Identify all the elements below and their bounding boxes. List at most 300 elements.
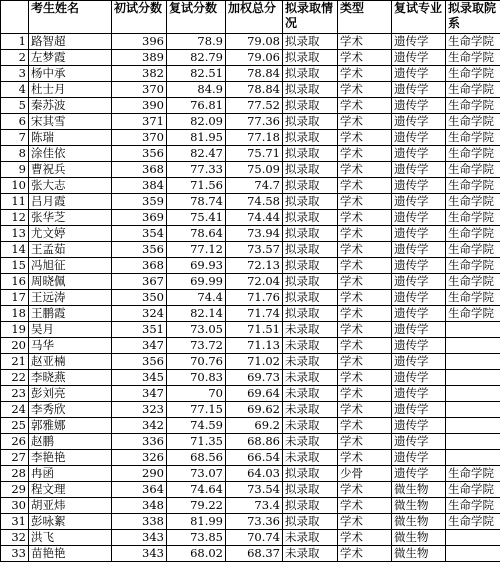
table-row bbox=[1, 242, 500, 258]
student-name-cell: 张大志 bbox=[29, 178, 112, 194]
initial-score-cell: 368 bbox=[112, 162, 167, 178]
retest-major-cell: 遗传学 bbox=[392, 34, 446, 50]
table-row bbox=[1, 514, 500, 530]
retest-major-cell: 遗传学 bbox=[392, 242, 446, 258]
table-row bbox=[1, 210, 500, 226]
student-name-cell: 王远涛 bbox=[29, 290, 112, 306]
initial-score-cell: 343 bbox=[112, 546, 167, 562]
type-cell: 学术 bbox=[338, 482, 392, 498]
admission-status-cell: 拟录取 bbox=[283, 242, 338, 258]
weighted-total-cell: 71.02 bbox=[226, 354, 283, 370]
type-cell: 学术 bbox=[338, 338, 392, 354]
admission-status-cell: 未录取 bbox=[283, 386, 338, 402]
type-cell: 学术 bbox=[338, 258, 392, 274]
type-cell: 学术 bbox=[338, 514, 392, 530]
retest-major-cell: 遗传学 bbox=[392, 82, 446, 98]
admission-status-cell: 拟录取 bbox=[283, 82, 338, 98]
initial-score-cell: 382 bbox=[112, 66, 167, 82]
type-cell: 学术 bbox=[338, 66, 392, 82]
weighted-total-cell: 71.74 bbox=[226, 306, 283, 322]
table-row bbox=[1, 498, 500, 514]
retest-score-cell: 77.12 bbox=[167, 242, 226, 258]
table-row bbox=[1, 482, 500, 498]
row-index-cell: 9 bbox=[1, 162, 29, 178]
department-cell: 生命学院 bbox=[446, 50, 500, 66]
department-cell bbox=[446, 402, 500, 418]
initial-score-cell: 356 bbox=[112, 242, 167, 258]
header-name: 考生姓名 bbox=[29, 1, 112, 34]
retest-score-cell: 78.9 bbox=[167, 34, 226, 50]
retest-major-cell: 遗传学 bbox=[392, 130, 446, 146]
department-cell: 生命学院 bbox=[446, 98, 500, 114]
student-name-cell: 涂佳依 bbox=[29, 146, 112, 162]
weighted-total-cell: 73.36 bbox=[226, 514, 283, 530]
student-name-cell: 赵鹏 bbox=[29, 434, 112, 450]
initial-score-cell: 342 bbox=[112, 418, 167, 434]
header-retest-score: 复试分数 bbox=[167, 1, 226, 34]
retest-major-cell: 遗传学 bbox=[392, 66, 446, 82]
row-index-cell: 4 bbox=[1, 82, 29, 98]
department-cell: 生命学院 bbox=[446, 178, 500, 194]
admission-status-cell: 拟录取 bbox=[283, 258, 338, 274]
student-name-cell: 张华芝 bbox=[29, 210, 112, 226]
retest-score-cell: 77.15 bbox=[167, 402, 226, 418]
weighted-total-cell: 69.2 bbox=[226, 418, 283, 434]
table-row bbox=[1, 466, 500, 482]
weighted-total-cell: 77.36 bbox=[226, 114, 283, 130]
row-index-cell: 22 bbox=[1, 370, 29, 386]
student-name-cell: 程文理 bbox=[29, 482, 112, 498]
student-name-cell: 杨中承 bbox=[29, 66, 112, 82]
student-name-cell: 秦苏波 bbox=[29, 98, 112, 114]
type-cell: 学术 bbox=[338, 82, 392, 98]
retest-major-cell: 遗传学 bbox=[392, 402, 446, 418]
department-cell bbox=[446, 370, 500, 386]
type-cell: 学术 bbox=[338, 226, 392, 242]
retest-score-cell: 81.99 bbox=[167, 514, 226, 530]
department-cell: 生命学院 bbox=[446, 162, 500, 178]
retest-major-cell: 遗传学 bbox=[392, 274, 446, 290]
row-index-cell: 11 bbox=[1, 194, 29, 210]
student-name-cell: 洪飞 bbox=[29, 530, 112, 546]
weighted-total-cell: 77.18 bbox=[226, 130, 283, 146]
weighted-total-cell: 69.73 bbox=[226, 370, 283, 386]
retest-major-cell: 遗传学 bbox=[392, 146, 446, 162]
retest-major-cell: 遗传学 bbox=[392, 194, 446, 210]
retest-score-cell: 82.79 bbox=[167, 50, 226, 66]
student-name-cell: 杜士月 bbox=[29, 82, 112, 98]
retest-score-cell: 73.05 bbox=[167, 322, 226, 338]
type-cell: 学术 bbox=[338, 162, 392, 178]
admission-status-cell: 未录取 bbox=[283, 354, 338, 370]
initial-score-cell: 389 bbox=[112, 50, 167, 66]
department-cell: 生命学院 bbox=[446, 194, 500, 210]
retest-score-cell: 81.95 bbox=[167, 130, 226, 146]
header-weighted-total: 加权总分 bbox=[226, 1, 283, 34]
row-index-cell: 18 bbox=[1, 306, 29, 322]
student-name-cell: 王鹏霞 bbox=[29, 306, 112, 322]
initial-score-cell: 323 bbox=[112, 402, 167, 418]
student-name-cell: 曹祝兵 bbox=[29, 162, 112, 178]
student-name-cell: 胡亚炜 bbox=[29, 498, 112, 514]
row-index-cell: 12 bbox=[1, 210, 29, 226]
initial-score-cell: 359 bbox=[112, 194, 167, 210]
row-index-cell: 1 bbox=[1, 34, 29, 50]
weighted-total-cell: 69.64 bbox=[226, 386, 283, 402]
retest-major-cell: 遗传学 bbox=[392, 386, 446, 402]
row-index-cell: 8 bbox=[1, 146, 29, 162]
retest-major-cell: 遗传学 bbox=[392, 466, 446, 482]
retest-score-cell: 70 bbox=[167, 386, 226, 402]
initial-score-cell: 356 bbox=[112, 146, 167, 162]
table-row bbox=[1, 306, 500, 322]
weighted-total-cell: 74.58 bbox=[226, 194, 283, 210]
admission-status-cell: 拟录取 bbox=[283, 162, 338, 178]
retest-major-cell: 遗传学 bbox=[392, 338, 446, 354]
retest-major-cell: 微生物 bbox=[392, 546, 446, 562]
row-index-cell: 32 bbox=[1, 530, 29, 546]
admission-status-cell: 拟录取 bbox=[283, 146, 338, 162]
row-index-cell: 14 bbox=[1, 242, 29, 258]
student-name-cell: 苗艳艳 bbox=[29, 546, 112, 562]
row-index-cell: 29 bbox=[1, 482, 29, 498]
admission-status-cell: 未录取 bbox=[283, 546, 338, 562]
retest-score-cell: 82.51 bbox=[167, 66, 226, 82]
type-cell: 学术 bbox=[338, 34, 392, 50]
retest-score-cell: 74.59 bbox=[167, 418, 226, 434]
retest-major-cell: 遗传学 bbox=[392, 226, 446, 242]
department-cell: 生命学院 bbox=[446, 130, 500, 146]
department-cell bbox=[446, 386, 500, 402]
row-index-cell: 30 bbox=[1, 498, 29, 514]
admission-status-cell: 拟录取 bbox=[283, 50, 338, 66]
type-cell: 学术 bbox=[338, 210, 392, 226]
department-cell bbox=[446, 418, 500, 434]
retest-score-cell: 75.41 bbox=[167, 210, 226, 226]
table-row bbox=[1, 370, 500, 386]
type-cell: 学术 bbox=[338, 498, 392, 514]
retest-major-cell: 遗传学 bbox=[392, 50, 446, 66]
department-cell: 生命学院 bbox=[446, 274, 500, 290]
initial-score-cell: 345 bbox=[112, 370, 167, 386]
row-index-cell: 16 bbox=[1, 274, 29, 290]
initial-score-cell: 367 bbox=[112, 274, 167, 290]
initial-score-cell: 347 bbox=[112, 386, 167, 402]
table-row bbox=[1, 34, 500, 50]
table-row bbox=[1, 354, 500, 370]
admission-status-cell: 拟录取 bbox=[283, 210, 338, 226]
retest-score-cell: 69.93 bbox=[167, 258, 226, 274]
type-cell: 学术 bbox=[338, 146, 392, 162]
table-row bbox=[1, 546, 500, 562]
admission-status-cell: 拟录取 bbox=[283, 498, 338, 514]
department-cell: 生命学院 bbox=[446, 514, 500, 530]
department-cell: 生命学院 bbox=[446, 66, 500, 82]
retest-score-cell: 74.64 bbox=[167, 482, 226, 498]
admission-status-cell: 未录取 bbox=[283, 434, 338, 450]
weighted-total-cell: 71.13 bbox=[226, 338, 283, 354]
retest-score-cell: 70.83 bbox=[167, 370, 226, 386]
initial-score-cell: 338 bbox=[112, 514, 167, 530]
admission-status-cell: 未录取 bbox=[283, 530, 338, 546]
admission-status-cell: 拟录取 bbox=[283, 194, 338, 210]
admission-status-cell: 未录取 bbox=[283, 450, 338, 466]
weighted-total-cell: 79.08 bbox=[226, 34, 283, 50]
weighted-total-cell: 78.84 bbox=[226, 66, 283, 82]
department-cell: 生命学院 bbox=[446, 82, 500, 98]
department-cell: 生命学院 bbox=[446, 226, 500, 242]
initial-score-cell: 336 bbox=[112, 434, 167, 450]
admission-status-cell: 拟录取 bbox=[283, 514, 338, 530]
department-cell bbox=[446, 338, 500, 354]
department-cell: 生命学院 bbox=[446, 242, 500, 258]
retest-major-cell: 遗传学 bbox=[392, 258, 446, 274]
retest-score-cell: 84.9 bbox=[167, 82, 226, 98]
admission-status-cell: 拟录取 bbox=[283, 482, 338, 498]
initial-score-cell: 396 bbox=[112, 34, 167, 50]
admission-status-cell: 拟录取 bbox=[283, 34, 338, 50]
initial-score-cell: 324 bbox=[112, 306, 167, 322]
department-cell bbox=[446, 322, 500, 338]
type-cell: 学术 bbox=[338, 290, 392, 306]
retest-major-cell: 遗传学 bbox=[392, 370, 446, 386]
header-retest-major: 复试专业 bbox=[392, 1, 446, 34]
student-name-cell: 周晓佩 bbox=[29, 274, 112, 290]
header-type: 类型 bbox=[338, 1, 392, 34]
row-index-cell: 3 bbox=[1, 66, 29, 82]
retest-major-cell: 遗传学 bbox=[392, 178, 446, 194]
initial-score-cell: 384 bbox=[112, 178, 167, 194]
table-row bbox=[1, 114, 500, 130]
department-cell: 生命学院 bbox=[446, 498, 500, 514]
row-index-cell: 27 bbox=[1, 450, 29, 466]
student-name-cell: 冯旭征 bbox=[29, 258, 112, 274]
admission-status-cell: 拟录取 bbox=[283, 274, 338, 290]
admission-status-cell: 拟录取 bbox=[283, 466, 338, 482]
row-index-cell: 31 bbox=[1, 514, 29, 530]
weighted-total-cell: 73.4 bbox=[226, 498, 283, 514]
weighted-total-cell: 78.84 bbox=[226, 82, 283, 98]
admission-status-cell: 拟录取 bbox=[283, 226, 338, 242]
type-cell: 学术 bbox=[338, 242, 392, 258]
retest-score-cell: 76.81 bbox=[167, 98, 226, 114]
row-index-cell: 33 bbox=[1, 546, 29, 562]
retest-major-cell: 遗传学 bbox=[392, 210, 446, 226]
retest-score-cell: 78.74 bbox=[167, 194, 226, 210]
weighted-total-cell: 75.09 bbox=[226, 162, 283, 178]
row-index-cell: 15 bbox=[1, 258, 29, 274]
weighted-total-cell: 77.52 bbox=[226, 98, 283, 114]
retest-score-cell: 73.85 bbox=[167, 530, 226, 546]
type-cell: 学术 bbox=[338, 402, 392, 418]
initial-score-cell: 390 bbox=[112, 98, 167, 114]
initial-score-cell: 351 bbox=[112, 322, 167, 338]
admission-status-cell: 拟录取 bbox=[283, 66, 338, 82]
department-cell: 生命学院 bbox=[446, 258, 500, 274]
admission-status-cell: 未录取 bbox=[283, 402, 338, 418]
retest-major-cell: 遗传学 bbox=[392, 450, 446, 466]
retest-score-cell: 71.56 bbox=[167, 178, 226, 194]
department-cell: 生命学院 bbox=[446, 290, 500, 306]
retest-score-cell: 79.22 bbox=[167, 498, 226, 514]
weighted-total-cell: 73.54 bbox=[226, 482, 283, 498]
initial-score-cell: 356 bbox=[112, 354, 167, 370]
table-row bbox=[1, 402, 500, 418]
retest-score-cell: 68.56 bbox=[167, 450, 226, 466]
table-row bbox=[1, 386, 500, 402]
student-name-cell: 彭刘亮 bbox=[29, 386, 112, 402]
table-row bbox=[1, 530, 500, 546]
initial-score-cell: 348 bbox=[112, 498, 167, 514]
department-cell: 生命学院 bbox=[446, 34, 500, 50]
retest-score-cell: 82.14 bbox=[167, 306, 226, 322]
retest-score-cell: 73.72 bbox=[167, 338, 226, 354]
row-index-cell: 25 bbox=[1, 418, 29, 434]
table-row bbox=[1, 194, 500, 210]
row-index-cell: 6 bbox=[1, 114, 29, 130]
type-cell: 学术 bbox=[338, 274, 392, 290]
retest-score-cell: 82.09 bbox=[167, 114, 226, 130]
retest-score-cell: 71.35 bbox=[167, 434, 226, 450]
student-name-cell: 郭雅娜 bbox=[29, 418, 112, 434]
type-cell: 学术 bbox=[338, 530, 392, 546]
student-name-cell: 尤文婷 bbox=[29, 226, 112, 242]
header-admission-status: 拟录取情况 bbox=[283, 1, 338, 34]
row-index-cell: 28 bbox=[1, 466, 29, 482]
type-cell: 学术 bbox=[338, 370, 392, 386]
retest-major-cell: 遗传学 bbox=[392, 322, 446, 338]
weighted-total-cell: 74.7 bbox=[226, 178, 283, 194]
type-cell: 学术 bbox=[338, 306, 392, 322]
table-row bbox=[1, 338, 500, 354]
table-row bbox=[1, 450, 500, 466]
retest-major-cell: 遗传学 bbox=[392, 114, 446, 130]
retest-score-cell: 73.07 bbox=[167, 466, 226, 482]
initial-score-cell: 354 bbox=[112, 226, 167, 242]
initial-score-cell: 343 bbox=[112, 530, 167, 546]
type-cell: 学术 bbox=[338, 178, 392, 194]
weighted-total-cell: 73.57 bbox=[226, 242, 283, 258]
department-cell: 生命学院 bbox=[446, 210, 500, 226]
table-row bbox=[1, 322, 500, 338]
row-index-cell: 21 bbox=[1, 354, 29, 370]
header-department: 拟录取院系 bbox=[446, 1, 500, 34]
initial-score-cell: 326 bbox=[112, 450, 167, 466]
admission-status-cell: 未录取 bbox=[283, 418, 338, 434]
initial-score-cell: 368 bbox=[112, 258, 167, 274]
weighted-total-cell: 71.51 bbox=[226, 322, 283, 338]
table-row bbox=[1, 226, 500, 242]
type-cell: 学术 bbox=[338, 386, 392, 402]
initial-score-cell: 369 bbox=[112, 210, 167, 226]
row-index-cell: 24 bbox=[1, 402, 29, 418]
table-row bbox=[1, 434, 500, 450]
weighted-total-cell: 66.54 bbox=[226, 450, 283, 466]
table-row bbox=[1, 290, 500, 306]
table-row bbox=[1, 258, 500, 274]
table-row bbox=[1, 50, 500, 66]
initial-score-cell: 290 bbox=[112, 466, 167, 482]
weighted-total-cell: 75.71 bbox=[226, 146, 283, 162]
weighted-total-cell: 69.62 bbox=[226, 402, 283, 418]
retest-major-cell: 微生物 bbox=[392, 514, 446, 530]
retest-score-cell: 69.99 bbox=[167, 274, 226, 290]
table-row bbox=[1, 130, 500, 146]
student-name-cell: 陈瑞 bbox=[29, 130, 112, 146]
admission-status-cell: 拟录取 bbox=[283, 98, 338, 114]
department-cell: 生命学院 bbox=[446, 146, 500, 162]
table-row bbox=[1, 82, 500, 98]
row-index-cell: 13 bbox=[1, 226, 29, 242]
type-cell: 学术 bbox=[338, 50, 392, 66]
initial-score-cell: 370 bbox=[112, 130, 167, 146]
row-index-cell: 5 bbox=[1, 98, 29, 114]
department-cell: 生命学院 bbox=[446, 114, 500, 130]
retest-score-cell: 70.76 bbox=[167, 354, 226, 370]
weighted-total-cell: 79.06 bbox=[226, 50, 283, 66]
type-cell: 学术 bbox=[338, 322, 392, 338]
retest-score-cell: 82.47 bbox=[167, 146, 226, 162]
retest-major-cell: 遗传学 bbox=[392, 418, 446, 434]
type-cell: 学术 bbox=[338, 434, 392, 450]
retest-score-cell: 77.33 bbox=[167, 162, 226, 178]
row-index-cell: 23 bbox=[1, 386, 29, 402]
weighted-total-cell: 70.74 bbox=[226, 530, 283, 546]
header-row bbox=[1, 1, 500, 34]
table-row bbox=[1, 98, 500, 114]
admission-status-cell: 拟录取 bbox=[283, 114, 338, 130]
weighted-total-cell: 71.76 bbox=[226, 290, 283, 306]
weighted-total-cell: 64.03 bbox=[226, 466, 283, 482]
weighted-total-cell: 68.37 bbox=[226, 546, 283, 562]
student-name-cell: 赵亚楠 bbox=[29, 354, 112, 370]
table-row bbox=[1, 66, 500, 82]
table-row bbox=[1, 178, 500, 194]
row-index-cell: 10 bbox=[1, 178, 29, 194]
initial-score-cell: 371 bbox=[112, 114, 167, 130]
department-cell: 生命学院 bbox=[446, 466, 500, 482]
initial-score-cell: 350 bbox=[112, 290, 167, 306]
retest-major-cell: 遗传学 bbox=[392, 354, 446, 370]
weighted-total-cell: 73.94 bbox=[226, 226, 283, 242]
admission-status-cell: 拟录取 bbox=[283, 290, 338, 306]
department-cell bbox=[446, 546, 500, 562]
retest-major-cell: 微生物 bbox=[392, 498, 446, 514]
student-name-cell: 李秀欣 bbox=[29, 402, 112, 418]
type-cell: 学术 bbox=[338, 130, 392, 146]
type-cell: 学术 bbox=[338, 98, 392, 114]
retest-major-cell: 遗传学 bbox=[392, 306, 446, 322]
retest-major-cell: 遗传学 bbox=[392, 162, 446, 178]
type-cell: 学术 bbox=[338, 546, 392, 562]
admission-status-cell: 未录取 bbox=[283, 322, 338, 338]
department-cell bbox=[446, 530, 500, 546]
retest-major-cell: 微生物 bbox=[392, 530, 446, 546]
student-name-cell: 吕月霞 bbox=[29, 194, 112, 210]
retest-major-cell: 遗传学 bbox=[392, 98, 446, 114]
student-name-cell: 左梦霞 bbox=[29, 50, 112, 66]
weighted-total-cell: 74.44 bbox=[226, 210, 283, 226]
type-cell: 少骨 bbox=[338, 466, 392, 482]
student-name-cell: 彭咏絮 bbox=[29, 514, 112, 530]
row-index-cell: 19 bbox=[1, 322, 29, 338]
student-name-cell: 宋其雪 bbox=[29, 114, 112, 130]
type-cell: 学术 bbox=[338, 418, 392, 434]
table-row bbox=[1, 146, 500, 162]
retest-score-cell: 74.4 bbox=[167, 290, 226, 306]
table-row bbox=[1, 274, 500, 290]
student-name-cell: 吴月 bbox=[29, 322, 112, 338]
